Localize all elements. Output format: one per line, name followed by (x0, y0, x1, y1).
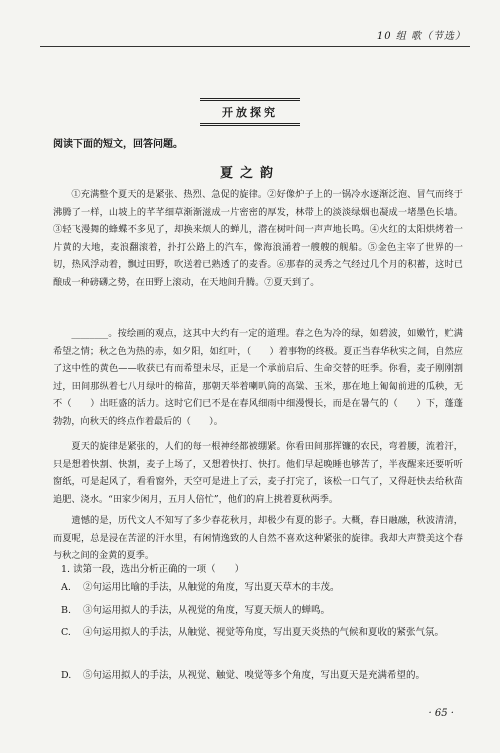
running-header: 10 组 歌（节选） (376, 31, 466, 42)
option-text: ④句运用拟人的手法，从触觉、视觉等角度，写出夏天炎热的气候和夏收的紧张气氛。 (83, 627, 445, 638)
essay-paragraph-4: 遗憾的是，历代文人不知写了多少春花秋月，却极少有夏的影子。大概，春日融融，秋波清清，而夏呢，总是浸在苦涩的汗水里，有闲情逸致的人自然不喜欢这种紧张的旋律。我却大声赞美这个春与秋之间的金黄的夏季。 (53, 515, 463, 561)
option-label: C. (61, 627, 71, 638)
option-a[interactable] (61, 579, 461, 596)
header-rule (40, 46, 470, 47)
option-label: A. (61, 582, 71, 593)
section-heading: 开放探究 (200, 98, 300, 126)
option-text: ③句运用拟人的手法，从视觉的角度，写夏天烦人的蝉鸣。 (83, 605, 331, 616)
page-number: · 65 · (428, 708, 454, 719)
option-text: ⑤句运用拟人的手法，从视觉、触觉、嗅觉等多个角度，写出夏天是充满希望的。 (83, 670, 426, 681)
option-d[interactable] (61, 667, 461, 684)
option-label: B. (61, 605, 72, 616)
essay-title: 夏之韵 (219, 166, 280, 181)
option-label: D. (61, 670, 72, 681)
essay-paragraph-2: ________。按绘画的观点，这其中大约有一定的道理。春之色为冷的绿，如碧波，如嫩竹，贮满希望之情；秋之色为热的赤，如夕阳，如红叶，（ ）着事物的终极。夏正当春华秋实之间，自然应了这中性的黄色——收获已有而希望未尽，正是一个承前启后、生命交替的旺季。你看，麦子刚刚割过，田间那纵着七八月绿叶的棉苗，那朝天举着喇叭筒的高粱、玉米，那在地上匍匐前进的瓜秧，无不（ ）出旺盛的活力。这时它们已不是在春风细雨中细漫慢长，而是在暑气的（ ）下，蓬蓬勃勃，向秋天的终点作着最后的（ ）。 (53, 328, 463, 427)
option-c[interactable] (61, 624, 461, 641)
question-stem: 1. 读第一段，选出分析正确的一项（ ） (61, 564, 245, 575)
option-b[interactable] (61, 602, 461, 619)
essay-paragraph-3: 夏天的旋律是紧张的，人们的每一根神经都被绷紧。你看田间那挥镰的农民，弯着腰，流着汗，只是想着快割、快割，麦子上场了，又想着快打、快打。他们早起晚睡也够苦了，半夜醒来还要听听窗纸，可是起风了，看看窗外，天空可是进上了云，麦子打完了，该松一口气了，又得赶快去给秋苗追肥、浇水。“田家少闲月，五月人倍忙”，他们的肩上挑着夏秋两季。 (53, 441, 463, 505)
essay-paragraph-1: ①充满整个夏天的是紧张、热烈、急促的旋律。②好像炉子上的一锅冷水逐渐泛泡、冒气而终于沸腾了一样，山坡上的芊芊细草渐渐滋成一片密密的厚发，林带上的淡淡绿烟也凝成一堵墨色长墙。③轻飞漫舞的蜂蝶不多见了，却换来烦人的蝉儿，潜在树叶间一声声地长鸣。④火红的太阳烘烤着一片黄的大地，麦浪翻滚着，扑打公路上的汽车，像海浪涌着一艘艘的舰船。⑤金色主宰了世界的一切，热风浮动着，飘过田野，吹送着已熟透了的麦香。⑥那春的灵秀之气经过几个月的积蓄，这时已酿成一种磅礴之势，在田野上滚动，在天地间升腾。⑦夏天到了。 (53, 189, 463, 288)
option-text: ②句运用比喻的手法，从触觉的角度，写出夏天草木的丰茂。 (83, 582, 340, 593)
reading-instruction: 阅读下面的短文，回答问题。 (53, 139, 183, 150)
